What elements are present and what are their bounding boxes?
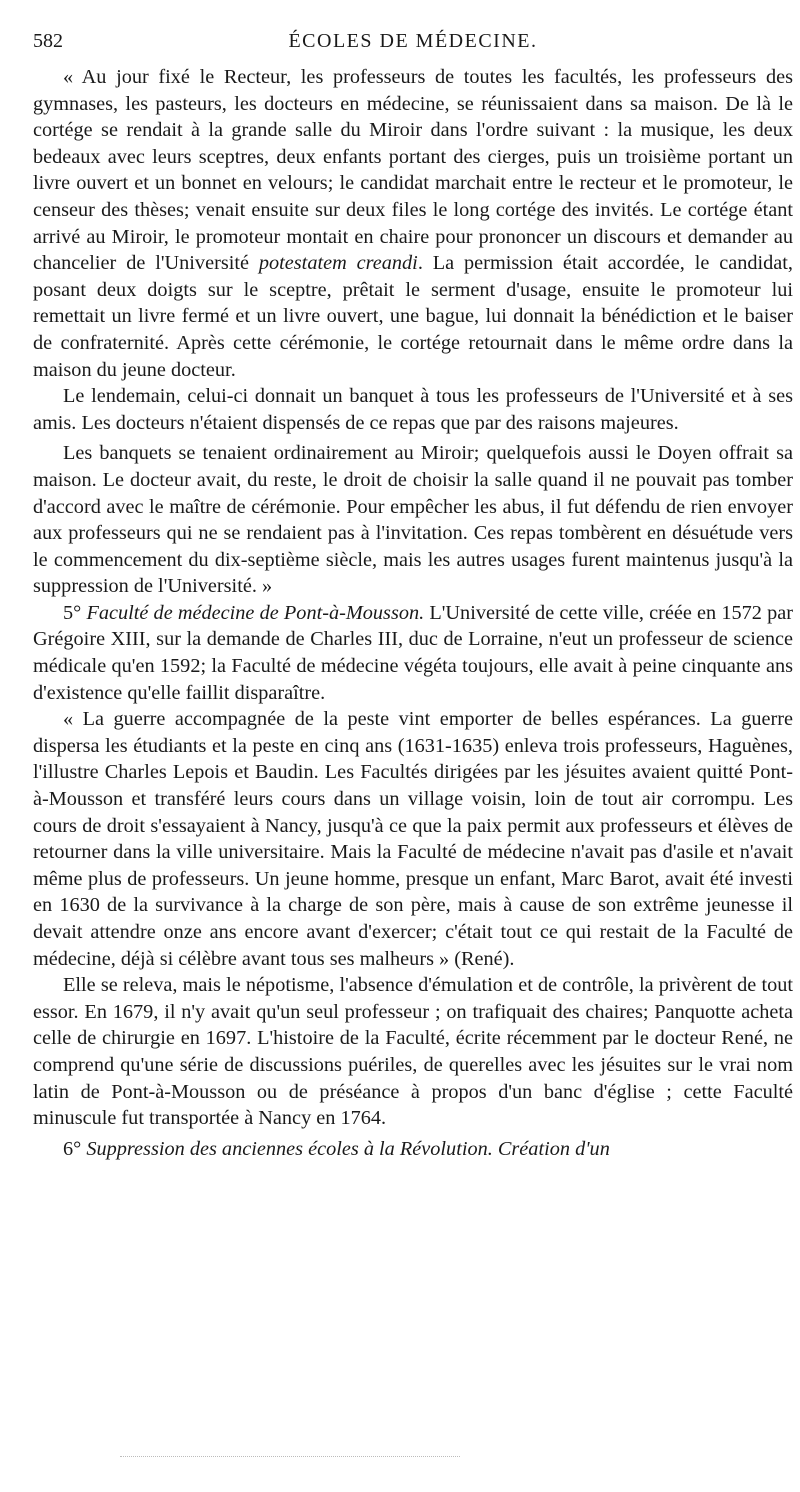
latin-phrase: potestatem creandi: [258, 252, 418, 275]
paragraph-ceremony-end: . La permission était accordée, le candidat, posant deux doigts sur le sceptre, prêtait le serment d'usage, ensuite le promoteur lui remettait un livre fermé et un livre ouvert, une bague, lui donnait la bénédiction et le baiser de confraternité. Après cette cérémonie, le cortége retournait dans le même ordre dans la maison du jeune docteur.: [33, 252, 793, 381]
section-number-5: 5°: [63, 601, 82, 624]
paragraph-banquets-miroir: Les banquets se tenaient ordinairement au Miroir; quelquefois aussi le Doyen offrait sa maison. Le docteur avait, du reste, le droit de choisir la salle quand il ne pouvait pas tomber d'accord avec le maître de cérémonie. Pour empêcher les abus, il fut défendu de rien envoyer aux professeurs qui ne se rendaient pas à l'invitation. Ces repas tombèrent en désuétude vers le commencement du dix-septième siècle, mais les autres usages furent maintenus jusqu'à la suppression de l'Université. »: [33, 442, 793, 598]
paragraph-pont-a-mousson: [33, 600, 793, 706]
paragraph-banquet: Le lendemain, celui-ci donnait un banquet à tous les professeurs de l'Université et à ses amis. Les docteurs n'étaient dispensés de ce repas que par des raisons majeures.: [33, 385, 793, 434]
body-text: [33, 64, 793, 1162]
book-page: [33, 30, 793, 1162]
paragraph-suppression: [33, 1136, 793, 1163]
paragraph-ceremony: [33, 64, 793, 383]
paragraph-war-plague: « La guerre accompagnée de la peste vint emporter de belles espérances. La guerre dispersa les étudiants et la peste en cinq ans (1631-1635) enleva trois professeurs, Haguènes, l'illustre Charles Lepois et Baudin. Les Facultés dirigées par les jésuites avaient quitté Pont-à-Mousson et transféré leurs cours dans un village voisin, loin de tout air corrompu. Les cours de droit s'essayaient à Nancy, jusqu'à ce que la paix permit aux professeurs et élèves de retourner dans la ville universitaire. Mais la Faculté de médecine n'avait pas d'asile et n'avait même plus de professeurs. Un jeune homme, presque un enfant, Marc Barot, avait été investi en 1630 de la survivance à la charge de son père, mais à cause de son extrême jeunesse il devait attendre onze ans encore avant d'exercer; c'était tout ce qui restait de la Faculté de médecine, déjà si célèbre avant tous ses malheurs » (René).: [33, 708, 793, 970]
paragraph-pont-a-mousson-text: L'Université de cette ville, créée en 1572 par Grégoire XIII, sur la demande de Charles III, duc de Lorraine, n'eut un professeur de science médicale qu'en 1592; la Faculté de médecine végéta toujours, elle avait à peine cinquante ans d'existence qu'elle faillit disparaître.: [33, 601, 793, 704]
section-heading-pont-a-mousson: Faculté de médecine de Pont-à-Mousson.: [86, 601, 425, 624]
section-number-6: 6°: [63, 1137, 82, 1160]
paragraph-ceremony-text: « Au jour fixé le Recteur, les professeurs de toutes les facultés, les professeurs des gymnases, les pasteurs, les docteurs en médecine, se réunissaient dans sa maison. De là le cortége se rendait à la grande salle du Miroir dans l'ordre suivant : la musique, les deux bedeaux avec leurs sceptres, deux enfants portant des cierges, puis un troisième portant un livre ouvert et un bonnet en velours; le candidat marchait entre le recteur et le promoteur, le censeur des thèses; venait ensuite sur deux files le long cortége des invités. Le cortége étant arrivé au Miroir, le promoteur montait en chaire pour prononcer un discours et demander au chancelier de l'Université: [33, 66, 793, 275]
page-number: 582: [33, 30, 63, 52]
bleed-through-mark: [120, 1456, 460, 1457]
section-heading-suppression: Suppression des anciennes écoles à la Révolution. Création d'un: [86, 1137, 610, 1160]
page-header: [33, 30, 793, 64]
paragraph-nepotism: Elle se releva, mais le népotisme, l'absence d'émulation et de contrôle, la privèrent de tout essor. En 1679, il n'y avait qu'un seul professeur ; on trafiquait des chaires; Panquotte acheta celle de chirurgie en 1697. L'histoire de la Faculté, écrite récemment par le docteur René, ne comprend qu'une série de discussions puériles, de querelles avec les jésuites sur le vrai nom latin de Pont-à-Mousson ou de préséance à propos d'un banc d'église ; cette Faculté minuscule fut transportée à Nancy en 1764.: [33, 974, 793, 1130]
running-title: ÉCOLES DE MÉDECINE.: [288, 30, 538, 52]
